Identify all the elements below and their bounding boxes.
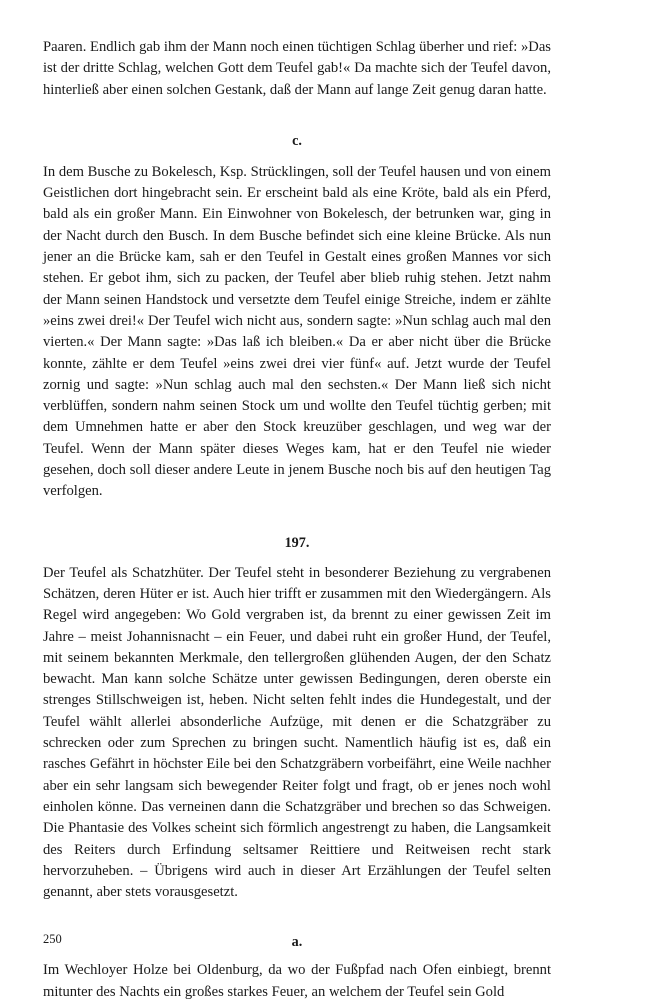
section-heading-a: a. — [291, 934, 303, 951]
paragraph-continuation: Paaren. Endlich gab ihm der Mann noch einen tüchtigen Schlag überher und rief: »Das ist der dritte Schlag, welchen Gott dem Teufel gab!« Da machte sich der Teufel davon, hinterließ aber einen solchen Gestank, daß der Mann auf lange Zeit genug daran hatte. — [43, 39, 551, 98]
section-heading-197: 197. — [284, 534, 310, 551]
paragraph-schatzhueter: Der Teufel als Schatzhüter. Der Teufel steht in besonderer Beziehung zu vergrabenen Schätzen, deren Hüter er ist. Auch hier trifft er zusammen mit den Wiedergängern. Als Regel wird angegeben: Wo Gold vergraben ist, da brennt zu einer gewissen Zeit im Jahre – meist Johannisnacht – ein Feuer, und dabei ruht ein großer Hund, der Teufel, mit seinem bekannten Merkmale, den tellergroßen glühenden Augen, der den Schatz bewacht. Man kann solche Schätze unter gewissen Bedingungen, deren oberste ein strenges Stillschweigen ist, heben. Nicht selten fehlt indes die Hundegestalt, und der Teufel wählt allerlei absonderliche Aufzüge, mit denen er die Schatzgräber zu schrecken oder zum Sprechen zu bringen sucht. Namentlich häufig ist es, daß ein rasches Gefährt in höchster Eile bei den Schatzgräbern vorbeifährt, eine Weile nachher aber ein sehr langsam sich bewegender Reiter folgt und fragt, ob er jenes noch wohl einholen könne. Das verneinen dann die Schatzgräber und brechen so das Schweigen. Die Phantasie des Volkes scheint sich förmlich angestrengt zu haben, die Langsamkeit des Reiters durch Erfindung seltsamer Reittiere und Reitweisen recht stark hervorzuheben. – Übrigens wird auch in dieser Art Erzählungen der Teufel selten genannt, aber stets vorausgesetzt. — [43, 564, 551, 901]
page-number: 250 — [43, 932, 62, 946]
page-body — [43, 37, 551, 1003]
paragraph-wechloyer-holze: Im Wechloyer Holze bei Oldenburg, da wo der Fußpfad nach Ofen einbiegt, brennt mitunter des Nachts ein großes starkes Feuer, an welchem der Teufel sein Gold — [43, 962, 551, 1000]
paragraph-bokelesch: In dem Busche zu Bokelesch, Ksp. Strücklingen, soll der Teufel hausen und von einem Geistlichen dort hingebracht sein. Er erscheint bald als eine Kröte, bald als ein Pferd, bald als ein großer Mann. Ein Einwohner von Bokelesch, der betrunken war, ging in der Nacht durch den Busch. In dem Busche befindet sich eine kleine Brücke. Als nun jener an die Brücke kam, sah er den Teufel in Gestalt eines großen Mannes vor sich stehen. Er gebot ihm, sich zu packen, der Teufel aber blieb ruhig stehen. Jetzt nahm der Mann seinen Handstock und versetzte dem Teufel einige Streiche, indem er zählte »eins zwei drei!« Der Teufel wich nicht aus, sondern sagte: »Nun schlag auch mal den vierten.« Der Mann sagte: »Das laß ich bleiben.« Da er aber nicht über die Brücke konnte, zählte er dem Teufel »eins zwei drei vier fünf« auf. Jetzt wurde der Teufel zornig und sagte: »Nun schlag auch mal den sechsten.« Der Mann ließ sich nicht verblüffen, sondern nahm seinen Stock um und wollte den Teufel tüchtig gerben; mit dem Umnehmen hatte er aber den Stock kreuzüber geschlagen, und weg war der Teufel. Wenn der Mann später dieses Weges kam, hat er den Teufel nie wieder gesehen, doch soll dieser andere Leute in jenem Busche noch bis auf den heutigen Tag verfolgen. — [43, 163, 551, 500]
section-heading-c: c. — [292, 132, 302, 149]
